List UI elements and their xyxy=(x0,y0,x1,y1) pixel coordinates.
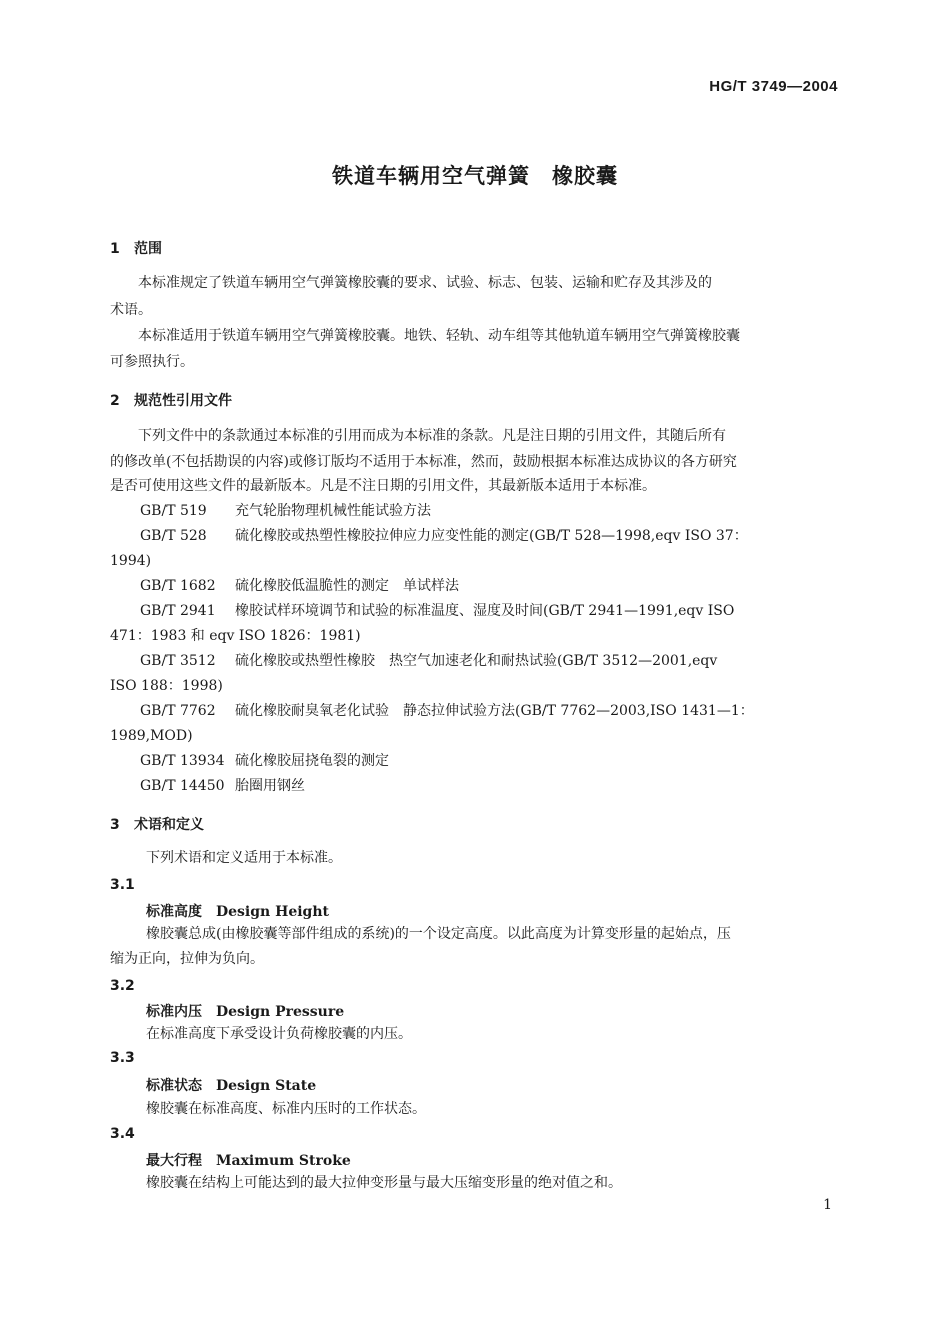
term-name-en: Maximum Stroke xyxy=(216,1153,351,1169)
reference-code: GB/T 1682 xyxy=(140,578,216,594)
standard-code: HG/T 3749—2004 xyxy=(709,78,838,95)
term-number: 3.1 xyxy=(110,877,135,893)
reference-title: 硫化橡胶或热塑性橡胶 热空气加速老化和耐热试验(GB/T 3512—2001,eqv xyxy=(235,653,718,669)
term-definition: 橡胶囊在结构上可能达到的最大拉伸变形量与最大压缩变形量的绝对值之和。 xyxy=(146,1175,622,1191)
reference-item xyxy=(110,749,838,773)
reference-title: 硫化橡胶屈挠龟裂的测定 xyxy=(235,753,389,769)
section-number: 3 xyxy=(110,817,120,833)
reference-item xyxy=(110,499,838,523)
reference-continuation: 1994) xyxy=(110,553,152,569)
term-definition: 橡胶囊总成(由橡胶囊等部件组成的系统)的一个设定高度。以此高度为计算变形量的起始点，压 xyxy=(146,926,731,942)
term-name-zh: 标准高度 xyxy=(146,904,202,920)
reference-item xyxy=(110,699,838,723)
term-number: 3.3 xyxy=(110,1050,135,1066)
paragraph-line: 下列术语和定义适用于本标准。 xyxy=(146,850,342,866)
reference-continuation: ISO 188：1998) xyxy=(110,678,223,694)
reference-code: GB/T 7762 xyxy=(140,703,216,719)
term-number: 3.2 xyxy=(110,978,135,994)
section-number: 2 xyxy=(110,393,120,409)
reference-title: 橡胶试样环境调节和试验的标准温度、湿度及时间(GB/T 2941—1991,eqv ISO xyxy=(235,603,735,619)
reference-continuation: 1989,MOD) xyxy=(110,728,193,744)
term-name xyxy=(146,1001,344,1021)
reference-code: GB/T 14450 xyxy=(140,778,225,794)
term-definition: 缩为正向，拉伸为负向。 xyxy=(110,951,264,967)
term-name-zh: 最大行程 xyxy=(146,1153,202,1169)
term-name-en: Design Pressure xyxy=(216,1004,345,1020)
reference-continuation: 471：1983 和 eqv ISO 1826：1981) xyxy=(110,628,361,644)
term-name-en: Design State xyxy=(216,1078,317,1094)
section-title: 范围 xyxy=(134,241,162,257)
reference-title: 胎圈用钢丝 xyxy=(235,778,305,794)
term-name-zh: 标准内压 xyxy=(146,1004,202,1020)
paragraph-line: 是否可使用这些文件的最新版本。凡是不注日期的引用文件，其最新版本适用于本标准。 xyxy=(110,478,656,494)
term-name-zh: 标准状态 xyxy=(146,1078,202,1094)
term-name xyxy=(146,901,329,921)
section-title: 术语和定义 xyxy=(134,817,204,833)
paragraph-line: 本标准适用于铁道车辆用空气弹簧橡胶囊。地铁、轻轨、动车组等其他轨道车辆用空气弹簧橡胶囊 xyxy=(138,328,740,344)
paragraph-line: 下列文件中的条款通过本标准的引用而成为本标准的条款。凡是注日期的引用文件，其随后所有 xyxy=(138,428,726,444)
term-name-en: Design Height xyxy=(216,904,329,920)
section-3-heading xyxy=(110,814,204,834)
section-1-heading xyxy=(110,238,162,258)
reference-title: 硫化橡胶或热塑性橡胶拉伸应力应变性能的测定(GB/T 528—1998,eqv ISO 37： xyxy=(235,528,748,544)
term-name xyxy=(146,1075,316,1095)
reference-item xyxy=(110,574,838,598)
reference-title: 硫化橡胶耐臭氧老化试验 静态拉伸试验方法(GB/T 7762—2003,ISO 1431—1： xyxy=(235,703,754,719)
term-name xyxy=(146,1150,351,1170)
reference-code: GB/T 13934 xyxy=(140,753,225,769)
reference-code: GB/T 3512 xyxy=(140,653,216,669)
section-2-heading xyxy=(110,390,232,410)
reference-title: 硫化橡胶低温脆性的测定 单试样法 xyxy=(235,578,459,594)
section-title: 规范性引用文件 xyxy=(134,393,232,409)
reference-item xyxy=(110,524,838,548)
reference-code: GB/T 528 xyxy=(140,528,207,544)
term-definition: 橡胶囊在标准高度、标准内压时的工作状态。 xyxy=(146,1101,426,1117)
document-title: 铁道车辆用空气弹簧 橡胶囊 xyxy=(332,164,618,188)
reference-code: GB/T 519 xyxy=(140,503,207,519)
paragraph-line: 的修改单(不包括勘误的内容)或修订版均不适用于本标准，然而，鼓励根据本标准达成协议的各方研究 xyxy=(110,454,737,470)
paragraph-line: 术语。 xyxy=(110,302,152,318)
paragraph-line: 本标准规定了铁道车辆用空气弹簧橡胶囊的要求、试验、标志、包装、运输和贮存及其涉及的 xyxy=(138,275,712,291)
page-number: 1 xyxy=(823,1197,832,1213)
reference-title: 充气轮胎物理机械性能试验方法 xyxy=(235,503,431,519)
section-number: 1 xyxy=(110,241,120,257)
term-definition: 在标准高度下承受设计负荷橡胶囊的内压。 xyxy=(146,1026,412,1042)
reference-item xyxy=(110,774,838,798)
paragraph-line: 可参照执行。 xyxy=(110,354,194,370)
reference-code: GB/T 2941 xyxy=(140,603,216,619)
reference-item xyxy=(110,649,838,673)
term-number: 3.4 xyxy=(110,1126,135,1142)
reference-item xyxy=(110,599,838,623)
